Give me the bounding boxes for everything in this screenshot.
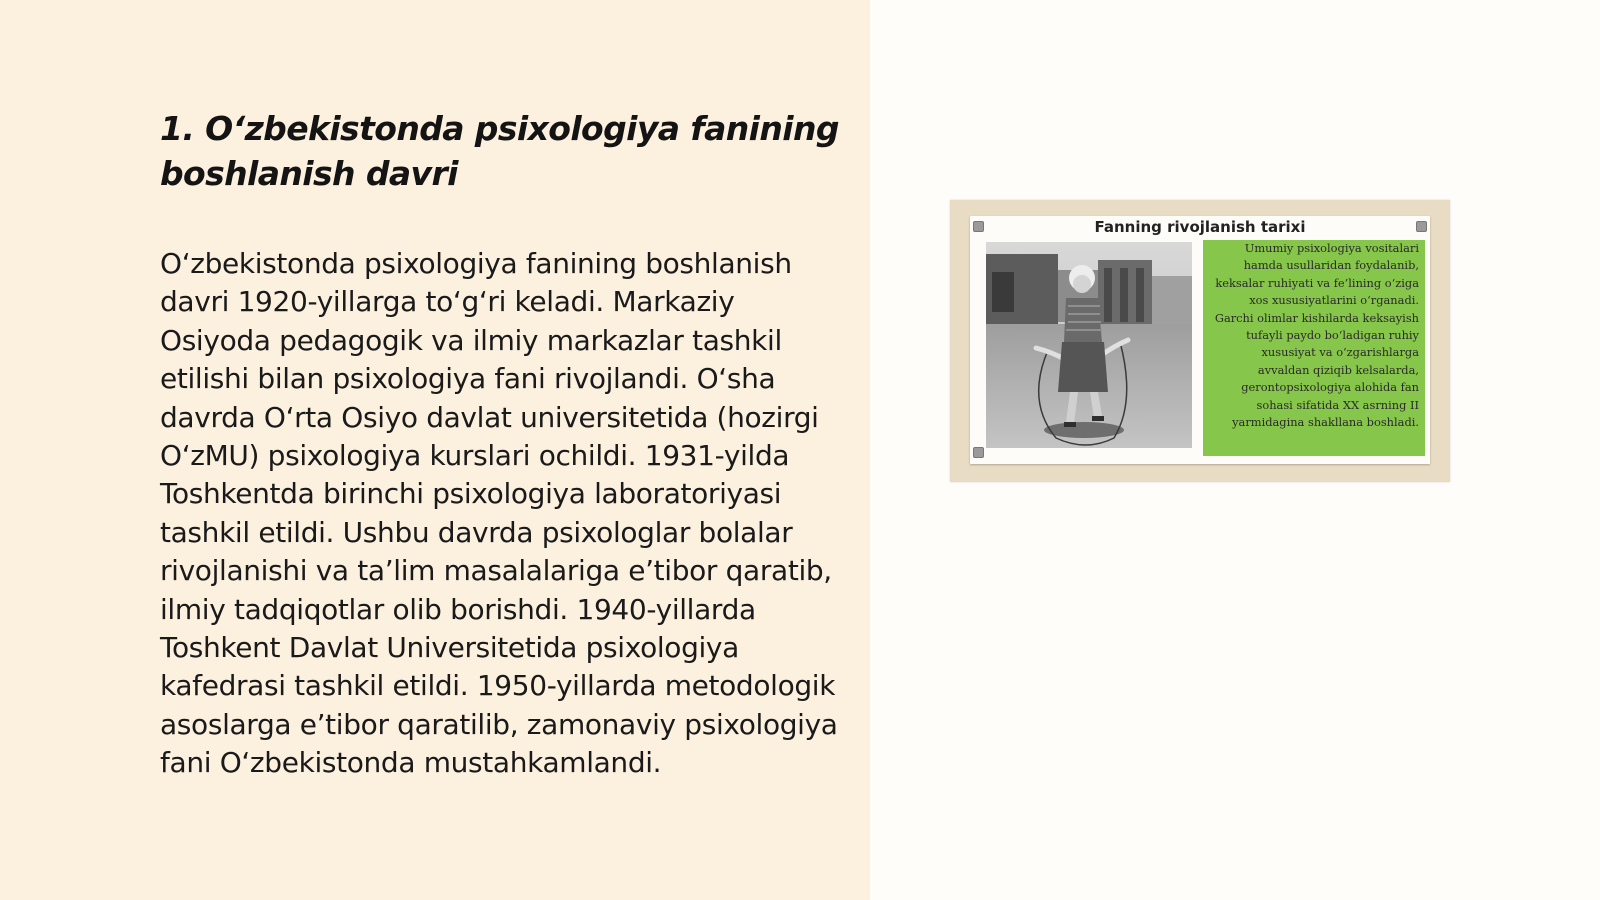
slide-body-text: O‘zbekistonda psixologiya fanining boshlanish davri 1920-yillarga to‘g‘ri keladi. Markaziy Osiyoda pedagogik va ilmiy markazlar tashkil etilishi bilan psixologiya fani rivojlandi. O‘sha davrda O‘rta Osiyo davlat universitetida (hozirgi O‘zMU) psixologiya kurslari ochildi. 1931-yilda Toshkentda birinchi psixologiya laboratoriyasi tashkil etildi. Ushbu davrda psixologlar bolalar rivojlanishi va ta’lim masalalariga e’tibor qaratib, ilmiy tadqiqotlar olib borishdi. 1940-yillarda Toshkent Davlat Universitetida psixologiya kafedrasi tashkil etildi. 1950-yillarda metodologik asoslarga e’tibor qaratilib, zamonaviy psixologiya fani O‘zbekistonda mustahkamlandi.	[160, 247, 838, 780]
photo-illustration	[986, 242, 1192, 448]
figure-frame	[950, 200, 1450, 482]
photo-elderly-woman-jumping-rope	[986, 242, 1192, 448]
figure-card	[970, 216, 1430, 464]
pin-icon	[973, 447, 984, 458]
figure-caption: Fanning rivojlanish tarixi	[1094, 218, 1306, 236]
slide-title: 1. O‘zbekistonda psixologiya fanining boshlanish davri	[160, 109, 839, 193]
figure-text-box: Umumiy psixologiya vositalari hamda usullaridan foydalanib, keksalar ruhiyati va fe’lining o‘ziga xos xususiyatlarini o‘rganadi. Garchi olimlar kishilarda keksayish tufayli paydo bo‘ladigan ruhiy xususiyat va o‘zgarishlarga avvaldan qiziqib kelsalarda, gerontopsixologiya alohida fan sohasi sifatida XX asrning II yarmidagina shakllana boshladi.	[1203, 240, 1425, 456]
